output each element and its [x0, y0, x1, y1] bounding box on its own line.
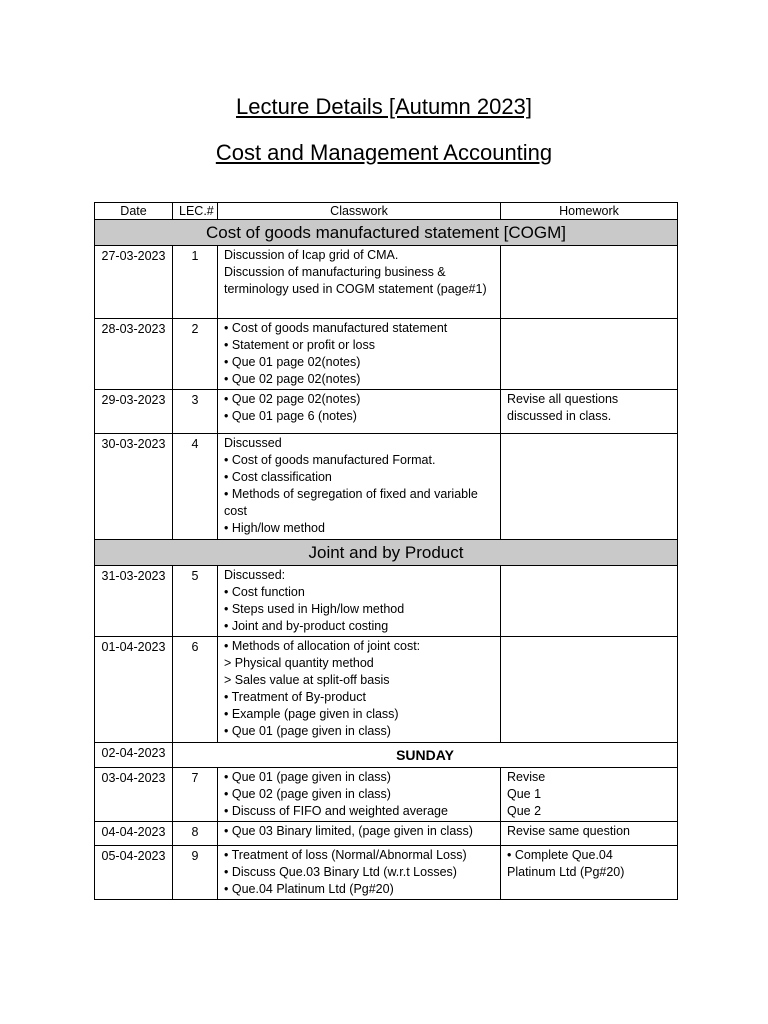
- cell-date: 27-03-2023: [95, 246, 173, 319]
- cell-line: Que 2: [507, 804, 542, 818]
- header-date: Date: [95, 203, 173, 220]
- cell-line: • Que 01 (page given in class): [224, 770, 391, 784]
- cell-homework: [501, 434, 678, 540]
- cell-lec: 1: [173, 246, 218, 319]
- table-row: [95, 743, 678, 768]
- cell-line: > Sales value at split-off basis: [224, 673, 390, 687]
- cell-date: 03-04-2023: [95, 768, 173, 822]
- cell-lec: 8: [173, 822, 218, 846]
- cell-homework: [501, 246, 678, 319]
- cell-lec: 4: [173, 434, 218, 540]
- cell-line: • High/low method: [224, 521, 325, 535]
- cell-date: 28-03-2023: [95, 319, 173, 390]
- cell-line: • Statement or profit or loss: [224, 338, 375, 352]
- cell-date: 02-04-2023: [95, 743, 173, 768]
- section-joint-product: [95, 540, 678, 566]
- cell-line: • Cost function: [224, 585, 305, 599]
- cell-classwork: [218, 822, 501, 846]
- section-heading: Joint and by Product: [95, 540, 678, 566]
- cell-classwork: [218, 846, 501, 900]
- cell-line: • Joint and by-product costing: [224, 619, 389, 633]
- cell-line: Discussion of Icap grid of CMA.: [224, 248, 399, 262]
- cell-classwork: [218, 390, 501, 434]
- section-cogm: [95, 220, 678, 246]
- cell-lec: 7: [173, 768, 218, 822]
- cell-line: discussed in class.: [507, 409, 612, 423]
- cell-classwork: [218, 246, 501, 319]
- section-heading: Cost of goods manufactured statement [COGM]: [95, 220, 678, 246]
- table-body: [95, 220, 678, 900]
- table-row: [95, 768, 678, 822]
- cell-homework: [501, 637, 678, 743]
- header-homework: Homework: [501, 203, 678, 220]
- cell-classwork: [218, 566, 501, 637]
- cell-line: • Que 01 page 02(notes): [224, 355, 361, 369]
- table-row: [95, 637, 678, 743]
- cell-line: • Complete Que.04: [507, 848, 613, 862]
- cell-lec: 2: [173, 319, 218, 390]
- cell-line: • Que.04 Platinum Ltd (Pg#20): [224, 882, 394, 896]
- table-row: [95, 319, 678, 390]
- table-row: [95, 390, 678, 434]
- cell-homework: [501, 319, 678, 390]
- cell-line: • Discuss of FIFO and weighted average: [224, 804, 448, 818]
- table-row: [95, 822, 678, 846]
- cell-line: Discussion of manufacturing business &: [224, 265, 446, 279]
- cell-date: 29-03-2023: [95, 390, 173, 434]
- cell-line: • Cost classification: [224, 470, 332, 484]
- cell-lec: 9: [173, 846, 218, 900]
- cell-line: Que 1: [507, 787, 542, 801]
- lecture-table: [94, 202, 678, 900]
- cell-homework: [501, 846, 678, 900]
- cell-date: 05-04-2023: [95, 846, 173, 900]
- cell-line: • Que 03 Binary limited, (page given in class): [224, 824, 473, 838]
- cell-line: • Que 01 page 6 (notes): [224, 409, 357, 423]
- cell-line: Revise: [507, 770, 546, 784]
- cell-line: Discussed: [224, 436, 282, 450]
- header-lec: LEC.#: [173, 203, 218, 220]
- cell-homework: [501, 822, 678, 846]
- cell-line: • Cost of goods manufactured statement: [224, 321, 448, 335]
- cell-line: Discussed:: [224, 568, 286, 582]
- table-row: [95, 846, 678, 900]
- cell-line: • Discuss Que.03 Binary Ltd (w.r.t Losses): [224, 865, 457, 879]
- cell-date: 04-04-2023: [95, 822, 173, 846]
- cell-date: 30-03-2023: [95, 434, 173, 540]
- sunday-label: SUNDAY: [173, 743, 678, 768]
- cell-line: • Cost of goods manufactured Format.: [224, 453, 436, 467]
- table-row: [95, 246, 678, 319]
- cell-line: > Physical quantity method: [224, 656, 374, 670]
- cell-lec: 3: [173, 390, 218, 434]
- page-title: Lecture Details [Autumn 2023]: [236, 94, 532, 119]
- cell-date: 01-04-2023: [95, 637, 173, 743]
- cell-line: Platinum Ltd (Pg#20): [507, 865, 625, 879]
- cell-line: Revise same question: [507, 824, 630, 838]
- cell-lec: 6: [173, 637, 218, 743]
- cell-line: • Que 02 page 02(notes): [224, 372, 361, 386]
- cell-line: • Methods of allocation of joint cost:: [224, 639, 421, 653]
- cell-line: • Treatment of loss (Normal/Abnormal Loss): [224, 848, 467, 862]
- header-classwork: Classwork: [218, 203, 501, 220]
- cell-classwork: [218, 434, 501, 540]
- cell-line: • Treatment of By-product: [224, 690, 366, 704]
- cell-homework: [501, 768, 678, 822]
- table-row: [95, 434, 678, 540]
- cell-homework: [501, 390, 678, 434]
- cell-line: • Que 02 (page given in class): [224, 787, 391, 801]
- cell-line: • Steps used in High/low method: [224, 602, 405, 616]
- cell-line: • Que 02 page 02(notes): [224, 392, 361, 406]
- cell-date: 31-03-2023: [95, 566, 173, 637]
- cell-homework: [501, 566, 678, 637]
- table-row: [95, 566, 678, 637]
- page-subtitle: Cost and Management Accounting: [215, 140, 553, 165]
- cell-line: • Methods of segregation of fixed and variable: [224, 487, 478, 501]
- cell-line: • Example (page given in class): [224, 707, 399, 721]
- table-header-row: [95, 203, 678, 220]
- cell-classwork: [218, 768, 501, 822]
- cell-line: cost: [224, 504, 247, 518]
- cell-line: terminology used in COGM statement (page#1): [224, 282, 487, 296]
- cell-classwork: [218, 319, 501, 390]
- cell-line: Revise all questions: [507, 392, 619, 406]
- cell-line: • Que 01 (page given in class): [224, 724, 391, 738]
- cell-classwork: [218, 637, 501, 743]
- cell-lec: 5: [173, 566, 218, 637]
